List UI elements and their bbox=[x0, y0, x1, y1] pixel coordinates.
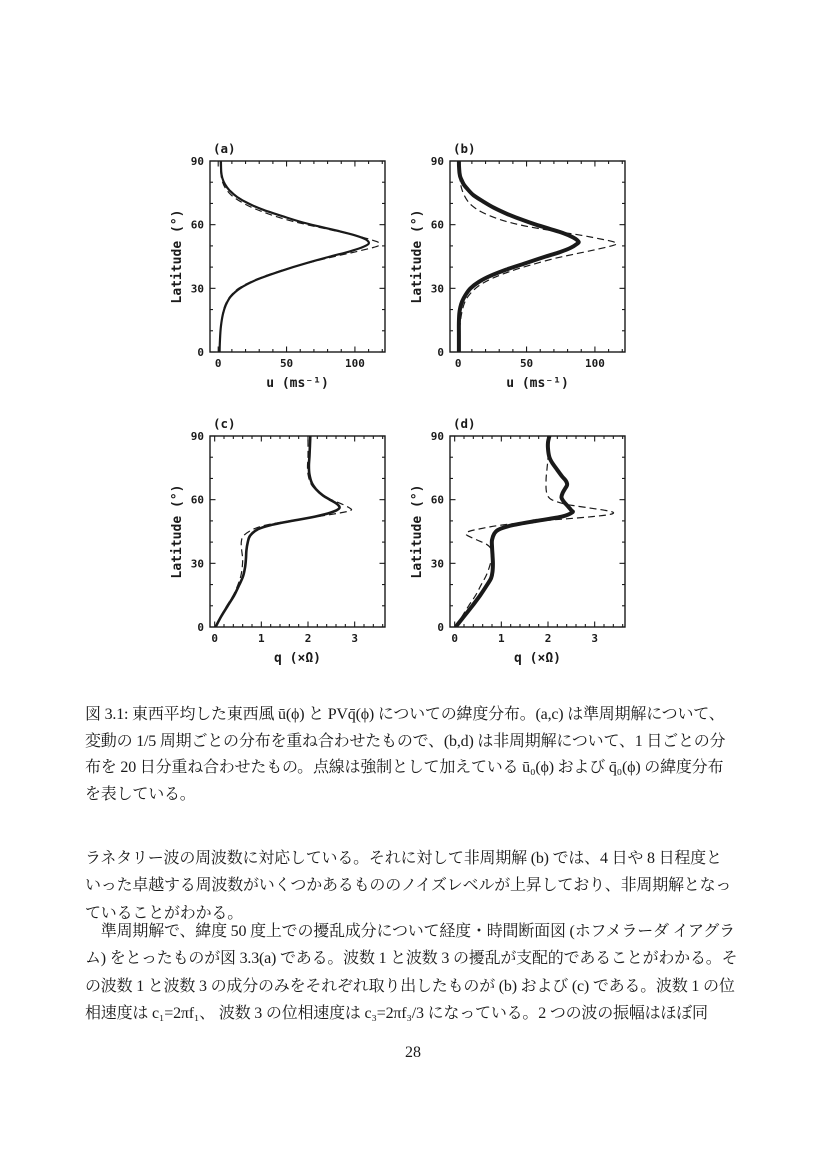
body-line: 相速度は c₁=2πf₁、 波数 3 の位相速度は c₃=2πf₃/3 になっている。2 つの波の振幅はほぼ同 bbox=[85, 1004, 708, 1022]
x-tick-label: 2 bbox=[544, 632, 552, 645]
figure-panel-d bbox=[410, 414, 660, 699]
curve-forcing-u0 bbox=[220, 161, 380, 352]
curve-quasi-periodic-solution bbox=[216, 436, 340, 627]
plot-frame bbox=[210, 161, 385, 352]
y-axis-label: Latitude (°) bbox=[410, 484, 425, 579]
y-tick-label: 90 bbox=[190, 430, 204, 443]
y-tick-label: 90 bbox=[190, 155, 204, 168]
x-tick-label: 50 bbox=[519, 357, 534, 370]
x-tick-label: 1 bbox=[258, 632, 265, 645]
figure-panel-c bbox=[170, 414, 420, 699]
caption-line: 図 3.1: 東西平均した東西風 ū(ϕ) と PVq̄(ϕ) についての緯度分布。(a,c) は準周期解について、 bbox=[85, 706, 725, 723]
page-number: 28 bbox=[405, 1044, 421, 1061]
curve-forcing-q0 bbox=[216, 436, 352, 627]
y-axis-label: Latitude (°) bbox=[410, 209, 425, 304]
panel-label: (d) bbox=[453, 416, 476, 431]
axis-tick-labels bbox=[431, 430, 598, 645]
axis-ticks bbox=[210, 436, 385, 627]
axis-tick-labels bbox=[191, 430, 358, 645]
curves bbox=[220, 161, 380, 352]
y-axis-label: Latitude (°) bbox=[170, 209, 185, 304]
y-tick-label: 30 bbox=[430, 557, 444, 571]
body-line: 準周期解で、緯度 50 度上での擾乱成分について経度・時間断面図 (ホフメラーダ イアグラ bbox=[85, 923, 735, 940]
y-tick-label: 60 bbox=[430, 218, 444, 232]
curve-quasi-periodic-solution bbox=[220, 161, 369, 352]
caption-line: を表している。 bbox=[85, 785, 196, 803]
x-axis-label: u (ms⁻¹) bbox=[506, 376, 569, 391]
body-line: ていることがわかる。 bbox=[85, 904, 244, 922]
y-tick-label: 60 bbox=[190, 493, 204, 507]
plot-frame bbox=[450, 161, 625, 352]
x-tick-label: 100 bbox=[584, 357, 605, 370]
y-tick-label: 90 bbox=[430, 155, 444, 168]
caption-line: 変動の 1/5 周期ごとの分布を重ね合わせたもので、(b,d) は非周期解について、1 日ごとの分 bbox=[85, 732, 726, 750]
curves bbox=[456, 436, 614, 627]
body-line: いった卓越する周波数がいくつかあるもののノイズレベルが上昇しており、非周期解となっ bbox=[85, 877, 732, 895]
panel-label: (b) bbox=[453, 141, 476, 156]
y-tick-label: 90 bbox=[430, 430, 444, 443]
y-tick-label: 60 bbox=[190, 218, 204, 232]
y-tick-label: 0 bbox=[197, 621, 204, 634]
body-line: の波数 1 と波数 3 の成分のみをそれぞれ取り出したものが (b) および (c) である。波数 1 の位 bbox=[85, 977, 735, 995]
x-tick-label: 3 bbox=[591, 632, 598, 645]
y-axis-label: Latitude (°) bbox=[170, 484, 185, 579]
axis-tick-labels bbox=[191, 155, 365, 370]
curves bbox=[459, 161, 617, 352]
x-tick-label: 2 bbox=[304, 632, 312, 645]
panel-label: (a) bbox=[213, 141, 236, 156]
x-tick-label: 100 bbox=[344, 357, 365, 370]
x-tick-label: 0 bbox=[214, 357, 222, 370]
y-tick-label: 0 bbox=[437, 346, 444, 359]
y-tick-label: 0 bbox=[437, 621, 444, 634]
body-paragraph-2 bbox=[85, 918, 753, 1027]
x-axis-label: q (×Ω) bbox=[514, 651, 561, 666]
x-tick-label: 50 bbox=[279, 357, 294, 370]
x-tick-label: 0 bbox=[454, 357, 462, 370]
x-axis-label: u (ms⁻¹) bbox=[266, 376, 329, 391]
y-tick-label: 0 bbox=[197, 346, 204, 359]
body-line: ム) をとったものが図 3.3(a) である。波数 1 と波数 3 の擾乱が支配的であることがわかる。そ bbox=[85, 950, 738, 968]
body-paragraph-1 bbox=[85, 845, 753, 927]
caption-line: 布を 20 日分重ね合わせたもの。点線は強制として加えている ū₀(ϕ) および q̄₀(ϕ) の緯度分布 bbox=[85, 759, 724, 776]
panel-label: (c) bbox=[213, 416, 236, 431]
plot-frame bbox=[210, 436, 385, 627]
x-tick-label: 0 bbox=[451, 632, 458, 645]
axis-tick-labels bbox=[431, 155, 605, 370]
axis-ticks bbox=[450, 161, 625, 352]
y-tick-label: 30 bbox=[190, 557, 204, 571]
body-line: ラネタリー波の周波数に対応している。それに対して非周期解 (b) では、4 日や 8 日程度と bbox=[85, 850, 722, 867]
axis-ticks bbox=[210, 161, 385, 352]
y-tick-label: 60 bbox=[430, 493, 444, 507]
figure-panel-b bbox=[410, 139, 660, 424]
curves bbox=[216, 436, 352, 627]
x-tick-label: 1 bbox=[498, 632, 505, 645]
figure-caption bbox=[85, 702, 753, 808]
y-tick-label: 30 bbox=[190, 282, 204, 296]
curve-forcing-u0 bbox=[459, 161, 617, 352]
x-tick-label: 3 bbox=[351, 632, 358, 645]
x-axis-label: q (×Ω) bbox=[274, 651, 321, 666]
y-tick-label: 30 bbox=[430, 282, 444, 296]
figure-panel-a bbox=[170, 139, 420, 424]
x-tick-label: 0 bbox=[211, 632, 218, 645]
